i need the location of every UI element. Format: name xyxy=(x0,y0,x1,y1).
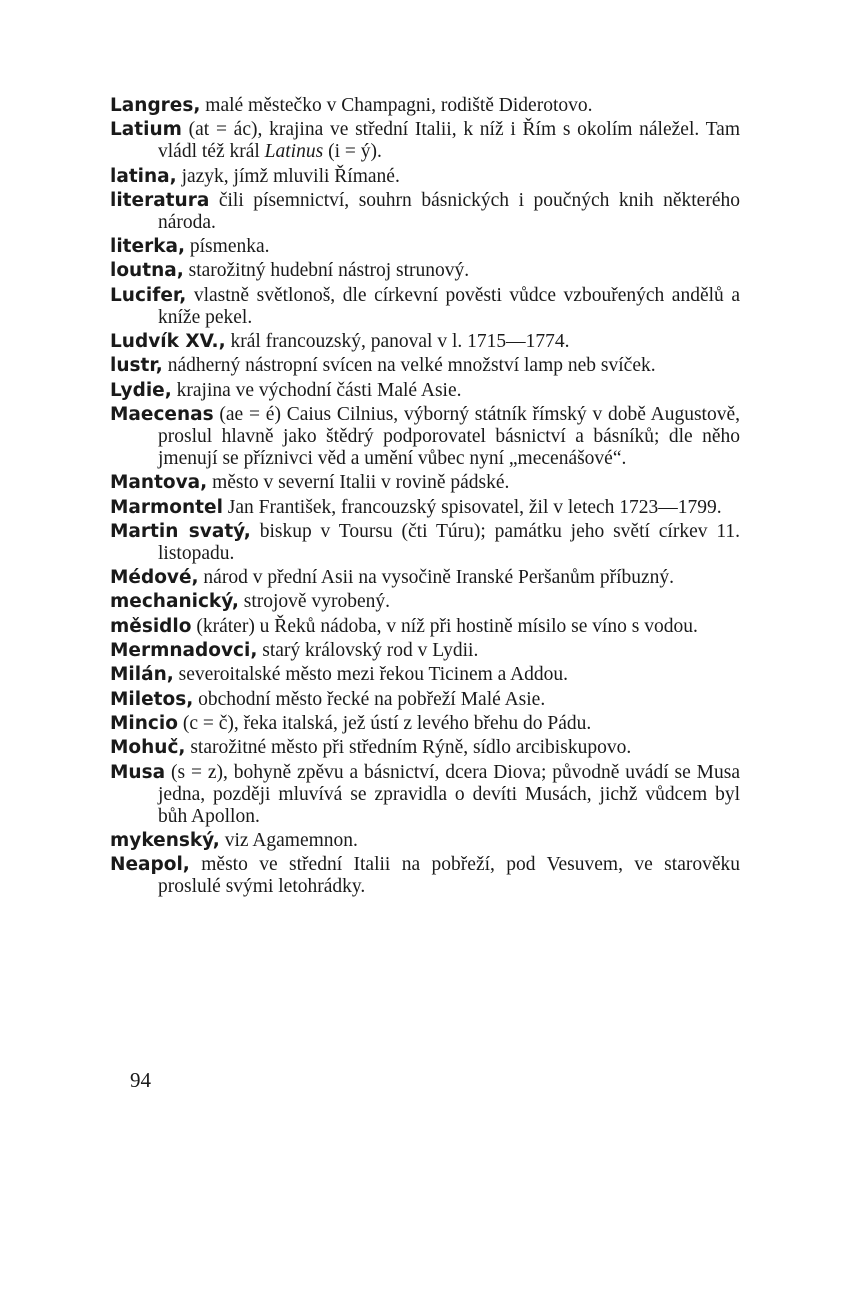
glossary-entry xyxy=(110,737,740,759)
entry-definition: (kráter) u Řeků nádoba, v níž při hostině mísilo se víno s vodou. xyxy=(191,615,698,637)
entry-definition: biskup v Toursu (čti Túru); památku jeho světí církev 11. listopadu. xyxy=(158,520,740,564)
entry-definition: starý královský rod v Lydii. xyxy=(257,640,479,662)
glossary-entry xyxy=(110,591,740,613)
entry-definition: starožitné město při středním Rýně, sídlo arcibiskupovo. xyxy=(185,737,632,759)
entry-definition: (s = z), bohyně zpěvu a básnictví, dcera Diova; původně uvádí se Musa jedna, později mluvívá se zpravidla o devíti Musách, jichž vůdcem byl bůh Apollon. xyxy=(158,761,740,827)
entry-term: mechanický, xyxy=(110,591,239,613)
glossary-entry xyxy=(110,472,740,494)
entry-term: Langres, xyxy=(110,95,201,116)
entry-term: Lydie, xyxy=(110,379,172,401)
entry-term: Martin svatý, xyxy=(110,520,251,542)
glossary-entry xyxy=(110,713,740,735)
entry-term: Mohuč, xyxy=(110,737,186,759)
glossary-entry xyxy=(110,830,740,852)
glossary-entry xyxy=(110,521,740,565)
entry-term: literatura xyxy=(110,189,210,211)
entry-term: latina, xyxy=(110,165,177,187)
entry-definition: písmenka. xyxy=(185,236,270,258)
entry-definition: (at = ác), krajina ve střední Italii, k níž i Řím s okolím náležel. Tam vládl též král xyxy=(158,119,740,163)
glossary-entry xyxy=(110,166,740,188)
glossary-entry xyxy=(110,236,740,258)
glossary-entry xyxy=(110,854,740,898)
entry-definition: obchodní město řecké na pobřeží Malé Asie. xyxy=(193,688,546,710)
entry-term: Latium xyxy=(110,119,182,141)
entry-definition-tail: (i = ý). xyxy=(323,141,382,163)
glossary-entry xyxy=(110,331,740,353)
entry-term: Marmontel xyxy=(110,496,223,518)
entry-definition: (c = č), řeka italská, jež ústí z levého břehu do Pádu. xyxy=(177,712,592,734)
glossary-entry xyxy=(110,190,740,234)
entry-definition: krajina ve východní části Malé Asie. xyxy=(171,379,462,401)
entry-definition: čili písemnictví, souhrn básnických i poučných knih některého národa. xyxy=(158,189,740,233)
entry-definition: národ v přední Asii na vysočině Iranské Peršanům příbuzný. xyxy=(198,567,675,589)
entry-term: měsidlo xyxy=(110,615,192,637)
glossary-entry xyxy=(110,640,740,662)
glossary-entry xyxy=(110,616,740,638)
glossary-entry xyxy=(110,664,740,686)
entry-definition: město v severní Italii v rovině pádské. xyxy=(207,472,510,494)
entry-term: Ludvík XV., xyxy=(110,331,226,353)
entry-definition: jazyk, jímž mluvili Římané. xyxy=(176,165,400,187)
entry-term: literka, xyxy=(110,236,186,258)
entry-italic-word: Latinus xyxy=(264,141,324,163)
glossary-entries xyxy=(110,95,740,900)
entry-definition: viz Agamemnon. xyxy=(219,829,358,851)
entry-definition: město ve střední Italii na pobřeží, pod Vesuvem, ve starověku proslulé svými letohrádky. xyxy=(158,854,740,898)
entry-definition: strojově vyrobený. xyxy=(238,591,390,613)
glossary-entry xyxy=(110,497,740,519)
entry-term: Maecenas xyxy=(110,403,214,425)
entry-term: mykenský, xyxy=(110,829,220,851)
entry-term: Mermnadovci, xyxy=(110,640,258,662)
entry-definition: nádherný nástropní svícen na velké množství lamp neb svíček. xyxy=(162,355,656,377)
entry-term: Milán, xyxy=(110,664,174,686)
entry-definition: (ae = é) Caius Cilnius, výborný státník římský v době Augustově, proslul hlavně jako štědrý podporovatel básnictví a básníků; dle něho jmenují se příznivci věd a umění vůbec nyní „mecenášové“. xyxy=(158,403,740,469)
entry-definition: severoitalské město mezi řekou Ticinem a Addou. xyxy=(173,664,569,686)
entry-definition: Jan František, francouzský spisovatel, žil v letech 1723—1799. xyxy=(222,496,722,518)
entry-term: Mantova, xyxy=(110,472,208,494)
glossary-entry xyxy=(110,567,740,589)
glossary-entry xyxy=(110,285,740,329)
glossary-entry xyxy=(110,404,740,470)
glossary-entry xyxy=(110,380,740,402)
entry-term: Lucifer, xyxy=(110,284,187,306)
glossary-entry xyxy=(110,689,740,711)
entry-definition: malé městečko v Champagni, rodiště Diderotovo. xyxy=(200,95,593,116)
entry-term: Neapol, xyxy=(110,854,190,876)
entry-term: Musa xyxy=(110,761,166,783)
page-number: 94 xyxy=(130,1068,151,1092)
glossary-entry xyxy=(110,260,740,282)
glossary-entry xyxy=(110,119,740,163)
entry-definition: vlastně světlonoš, dle církevní pověsti vůdce vzbouřených andělů a kníže pekel. xyxy=(158,284,740,328)
glossary-entry xyxy=(110,355,740,377)
glossary-entry xyxy=(110,95,740,117)
glossary-entry xyxy=(110,762,740,828)
entry-term: loutna, xyxy=(110,260,184,282)
entry-term: Miletos, xyxy=(110,688,194,710)
entry-definition: král francouzský, panoval v l. 1715—1774. xyxy=(225,331,570,353)
entry-term: Médové, xyxy=(110,567,199,589)
entry-term: lustr, xyxy=(110,355,163,377)
entry-definition: starožitný hudební nástroj strunový. xyxy=(183,260,470,282)
entry-term: Mincio xyxy=(110,712,178,734)
